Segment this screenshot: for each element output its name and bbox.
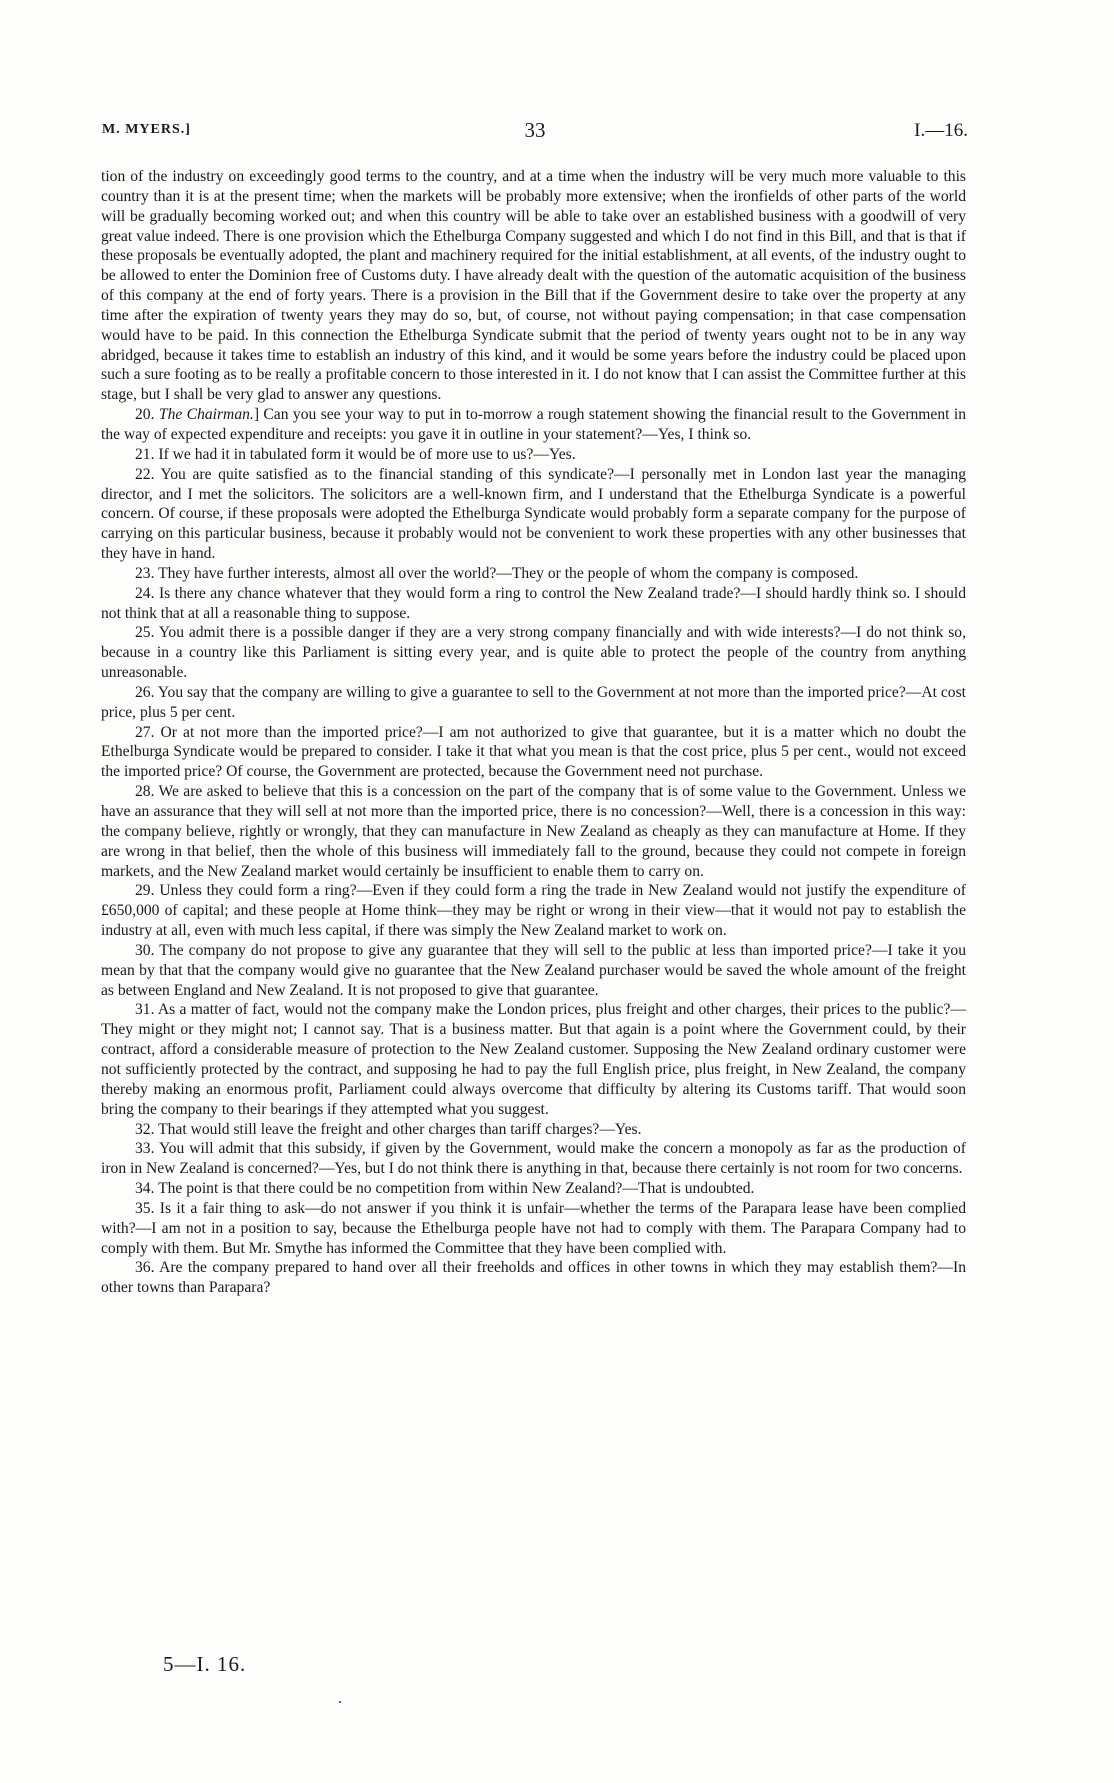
page-header [102, 118, 968, 148]
paragraph: 23. They have further interests, almost all over the world?—They or the people of whom the company is composed. [135, 564, 859, 582]
paragraph: 26. You say that the company are willing to give a guarantee to sell to the Government at not more than the imported price?—At cost price, plus 5 per cent. [101, 683, 966, 721]
paragraph: 36. Are the company prepared to hand over all their freeholds and offices in other towns in which they may establish them?—In other towns than Parapara? [101, 1259, 966, 1297]
body-text [101, 167, 966, 1298]
speaker-name: The Chairman. [158, 406, 254, 424]
page-number: 33 [524, 118, 546, 142]
paragraph: 20. The Chairman.] Can you see your way to put in to-morrow a rough statement showing the financial result to the Government in the way of expected expenditure and receipts: you gave it in outline in your statement?—Yes, I think so. [101, 406, 966, 443]
paragraph: tion of the industry on exceedingly good terms to the country, and at a time when the industry will be very much more valuable to this country than it is at the present time; when the markets will be probably more extensive; when the ironfields of other parts of the world will be gradually becoming worked out; and when this country will be able to take over an established business with a goodwill of very great value indeed. There is one provision which the Ethelburga Company suggested and which I do not find in this Bill, and that is that if these proposals be eventually adopted, the plant and machinery required for the initial establishment, at all events, of the industry ought to be allowed to enter the Dominion free of Customs duty. I have already dealt with the question of the automatic acquisition of the business of this company at the end of forty years. There is a provision in the Bill that if the Government desire to take over the property at any time after the expiration of twenty years they may do so, but, of course, not without paying compensation; in that case compensation would have to be paid. In this connection the Ethelburga Syndicate submit that the period of twenty years ought not to be in any way abridged, because it takes time to establish an industry of this kind, and it would be some years before the industry could be placed upon such a sure footing as to be really a profitable concern to those interested in it. I do not know that I can assist the Committee further at this stage, but I shall be very glad to answer any questions. [101, 168, 966, 404]
paragraph: 35. Is it a fair thing to ask—do not answer if you think it is unfair—whether the terms of the Parapara lease have been complied with?—I am not in a position to say, because the Ethelburga people have not had to comply with them. The Parapara Company had to comply with them. But Mr. Smythe has informed the Committee that they have been complied with. [101, 1199, 966, 1257]
paragraph: 30. The company do not propose to give any guarantee that they will sell to the public at less than imported price?—I take it you mean by that that the company would give no guarantee that the New Zealand purchaser would be saved the whole amount of the freight as between England and New Zealand. It is not proposed to give that guarantee. [101, 941, 966, 999]
signature-mark: 5—I. 16. [163, 1652, 247, 1676]
paragraph: 28. We are asked to believe that this is a concession on the part of the company that is of some value to the Government. Unless we have an assurance that they will sell at not more than the imported price, there is no concession?—Well, there is a concession in this way: the company believe, rightly or wrongly, that they can manufacture in New Zealand as cheaply as they can manufacture at Home. If they are wrong in that belief, then the whole of this business will immediately fall to the ground, because they could not compete in foreign markets, and the New Zealand market would certainly be insufficient to enable them to carry on. [101, 783, 966, 880]
stray-mark [339, 1701, 341, 1703]
paragraph: 29. Unless they could form a ring?—Even if they could form a ring the trade in New Zealand would not justify the expenditure of £650,000 of capital; and these people at Home think—they may be right or wrong in their view—that it would not pay to establish the industry at all, even with much less capital, if there was simply the New Zealand market to work on. [101, 882, 966, 940]
paragraph: 33. You will admit that this subsidy, if given by the Government, would make the concern a monopoly as far as the production of iron in New Zealand is concerned?—Yes, but I do not think there is anything in that, because there certainly is not room for two concerns. [101, 1140, 966, 1178]
paragraph: 27. Or at not more than the imported price?—I am not authorized to give that guarantee, but it is a matter which no doubt the Ethelburga Syndicate would be prepared to consider. I take it that what you mean is that the cost price, plus 5 per cent., would not exceed the imported price? Of course, the Government are protected, because the Government need not purchase. [101, 723, 966, 781]
paragraph: 34. The point is that there could be no competition from within New Zealand?—That is undoubted. [135, 1180, 755, 1198]
paragraph: 25. You admit there is a possible danger if they are a very strong company financially and with wide interests?—I do not think so, because in a country like this Parliament is sitting every year, and is quite able to protect the people of the country from anything unreasonable. [101, 624, 966, 682]
paragraph: 31. As a matter of fact, would not the company make the London prices, plus freight and other charges, their prices to the public?—They might or they might not; I cannot say. That is a business matter. But that again is a point where the Government could, by their contract, afford a considerable measure of protection to the New Zealand customer. Supposing the New Zealand ordinary customer were not sufficiently protected by the contract, and supposing he had to pay the full English price, plus freight, in New Zealand, the company thereby making an enormous profit, Parliament could always overcome that difficulty by altering its Customs tariff. That would soon bring the company to their bearings if they attempted what you suggest. [101, 1001, 966, 1118]
header-witness-name: M. MYERS.] [102, 122, 191, 137]
paper-reference: I.—16. [914, 120, 968, 141]
paragraph: 22. You are quite satisfied as to the financial standing of this syndicate?—I personally met in London last year the managing director, and I met the solicitors. The solicitors are a well-known firm, and I understand that the Ethelburga Syndicate is a powerful concern. Of course, if these proposals were adopted the Ethelburga Syndicate would probably form a separate company for the purpose of carrying on this particular business, because it probably would not be convenient to work these properties with any other businesses that they have in hand. [101, 465, 966, 563]
paragraph: 21. If we had it in tabulated form it would be of more use to us?—Yes. [135, 445, 576, 463]
paragraph: 32. That would still leave the freight and other charges than tariff charges?—Yes. [135, 1120, 642, 1138]
paragraph: 24. Is there any chance whatever that they would form a ring to control the New Zealand trade?—I should hardly think so. I should not think that at all a reasonable thing to suppose. [101, 584, 966, 622]
